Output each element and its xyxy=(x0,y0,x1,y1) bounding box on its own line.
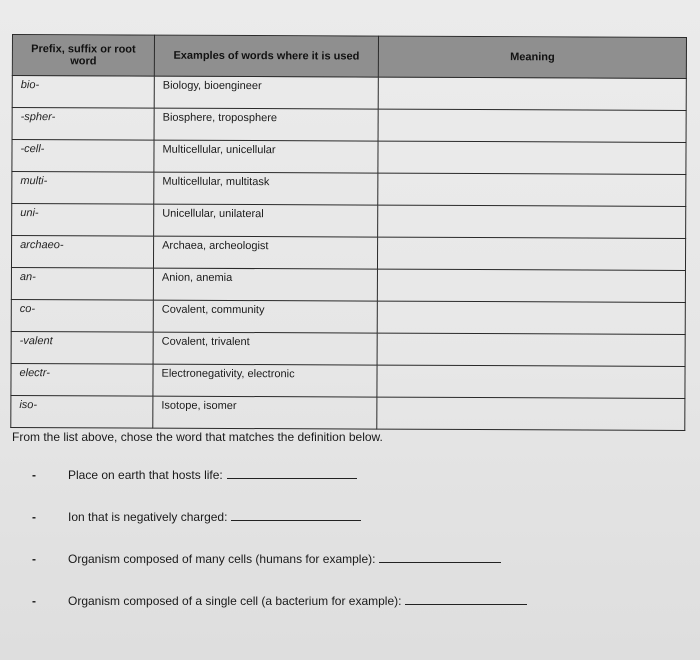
meaning-cell[interactable] xyxy=(377,269,685,302)
header-prefix: Prefix, suffix or root word xyxy=(12,35,154,77)
meaning-cell[interactable] xyxy=(377,237,685,270)
examples-cell: Biology, bioengineer xyxy=(154,76,378,109)
table-row xyxy=(12,140,686,175)
bullet-dash: - xyxy=(32,594,36,608)
answer-blank[interactable] xyxy=(405,592,527,605)
prefix-cell: electr- xyxy=(11,363,153,396)
prefix-cell: -spher- xyxy=(12,108,154,141)
prefix-cell: -cell- xyxy=(12,140,154,173)
bullet-dash: - xyxy=(32,468,36,482)
meaning-cell[interactable] xyxy=(377,333,685,366)
questions-section xyxy=(12,430,682,634)
table-header-row xyxy=(12,35,686,79)
table-row xyxy=(12,172,686,207)
meaning-cell[interactable] xyxy=(378,109,686,142)
meaning-cell[interactable] xyxy=(378,141,686,174)
prefix-cell: bio- xyxy=(12,76,154,109)
table-row xyxy=(11,363,685,398)
prefix-cell: -valent xyxy=(11,331,153,364)
prefix-cell: archaeo- xyxy=(11,236,153,269)
question-text: Organism composed of many cells (humans for example): xyxy=(68,552,376,566)
examples-cell: Covalent, community xyxy=(153,300,377,333)
answer-blank[interactable] xyxy=(227,466,357,479)
meaning-cell[interactable] xyxy=(377,397,685,430)
answer-blank[interactable] xyxy=(231,508,361,521)
questions-intro: From the list above, chose the word that matches the definition below. xyxy=(12,430,383,444)
question-text: Organism composed of a single cell (a bacterium for example): xyxy=(68,594,402,608)
question-text: Place on earth that hosts life: xyxy=(68,468,223,482)
examples-cell: Archaea, archeologist xyxy=(153,236,377,269)
examples-cell: Isotope, isomer xyxy=(153,396,377,429)
table-row xyxy=(12,204,686,239)
examples-cell: Anion, anemia xyxy=(153,268,377,301)
header-examples: Examples of words where it is used xyxy=(154,35,378,77)
examples-cell: Multicellular, multitask xyxy=(154,172,378,205)
bullet-dash: - xyxy=(32,510,36,524)
bullet-dash: - xyxy=(32,552,36,566)
examples-cell: Unicellular, unilateral xyxy=(154,204,378,237)
header-meaning: Meaning xyxy=(378,36,686,78)
prefix-cell: co- xyxy=(11,299,153,332)
vocabulary-table xyxy=(10,34,687,431)
table-row xyxy=(12,76,686,111)
question-item xyxy=(12,508,682,524)
answer-blank[interactable] xyxy=(379,550,501,563)
meaning-cell[interactable] xyxy=(377,301,685,334)
prefix-cell: an- xyxy=(11,267,153,300)
examples-cell: Multicellular, unicellular xyxy=(154,140,378,173)
examples-cell: Covalent, trivalent xyxy=(153,332,377,365)
question-text: Ion that is negatively charged: xyxy=(68,510,228,524)
question-item xyxy=(12,592,682,608)
prefix-cell: multi- xyxy=(12,172,154,205)
meaning-cell[interactable] xyxy=(377,365,685,398)
table-row xyxy=(11,267,685,302)
table-row xyxy=(11,299,685,334)
meaning-cell[interactable] xyxy=(378,77,686,110)
table-row xyxy=(12,108,686,143)
examples-cell: Electronegativity, electronic xyxy=(153,364,377,397)
table-row xyxy=(11,331,685,366)
table-row xyxy=(11,236,685,271)
examples-cell: Biosphere, troposphere xyxy=(154,108,378,141)
question-item xyxy=(12,466,682,482)
question-item xyxy=(12,550,682,566)
meaning-cell[interactable] xyxy=(378,173,686,206)
table-row xyxy=(11,395,685,430)
prefix-cell: iso- xyxy=(11,395,153,428)
meaning-cell[interactable] xyxy=(378,205,686,238)
prefix-cell: uni- xyxy=(12,204,154,237)
